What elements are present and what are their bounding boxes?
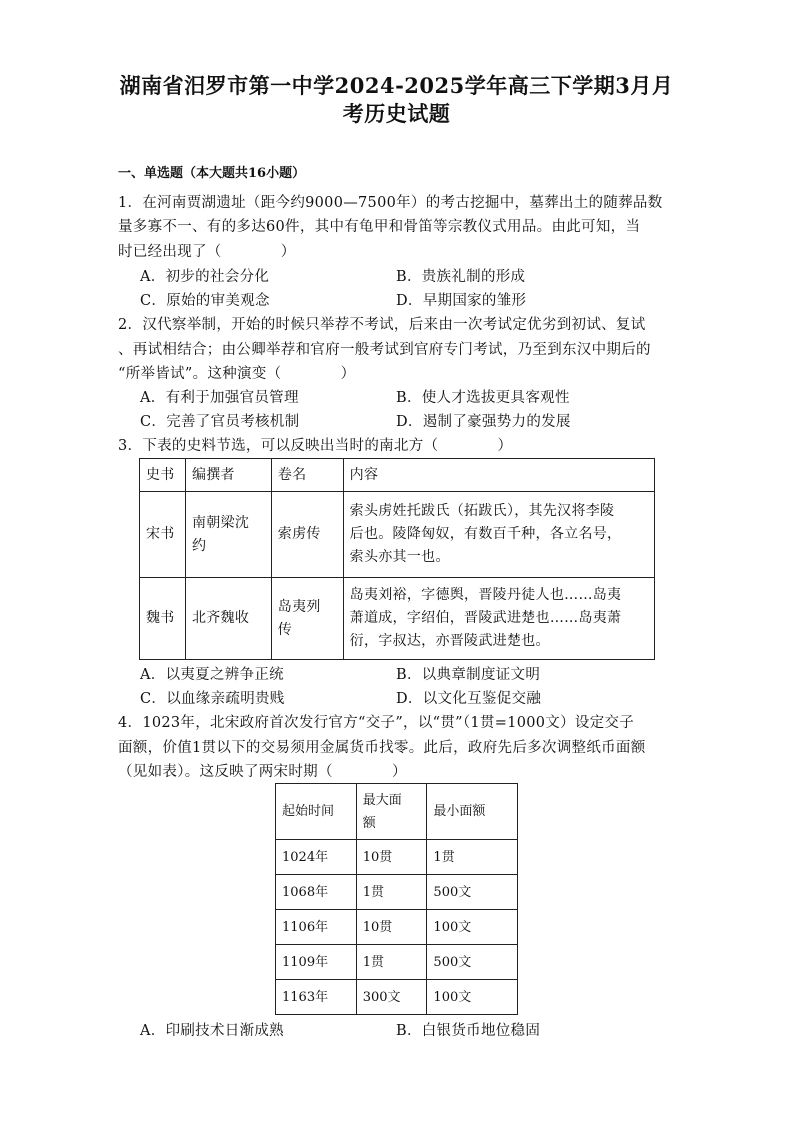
q3-source-table — [139, 458, 655, 660]
q4-header-start-time: 起始时间 — [276, 784, 357, 840]
cell-text-line: 最大面 — [362, 792, 402, 808]
cell-text-line: 传 — [277, 621, 293, 638]
q4-cell-max: 1贯 — [356, 875, 427, 910]
q4-cell-time: 1163年 — [276, 980, 357, 1015]
cell-text-line: 南朝梁沈 — [191, 514, 250, 531]
q3-header-volume: 卷名 — [271, 459, 343, 492]
q4-option-b: B．白银货币地位稳固 — [396, 1023, 541, 1039]
cell-text-line: 索头亦其一也。 — [349, 549, 450, 565]
q4-cell-time: 1068年 — [276, 875, 357, 910]
q4-cell-min: 500文 — [427, 945, 518, 980]
q4-cell-max: 10贯 — [356, 840, 427, 875]
q1-line-3: 时已经出现了（ ） — [118, 244, 296, 260]
q4-cell-min: 500文 — [427, 875, 518, 910]
title-line-2: 考历史试题 — [342, 101, 451, 126]
q4-option-a: A．印刷技术日渐成熟 — [140, 1023, 284, 1039]
q2-option-d: D．遏制了豪强势力的发展 — [396, 414, 571, 430]
q4-cell-time: 1106年 — [276, 910, 357, 945]
q3-option-d: D．以文化互鉴促交融 — [396, 691, 542, 707]
q2-option-c: C．完善了官员考核机制 — [140, 414, 300, 430]
section-heading: 一、单选题（本大题共16小题） — [118, 166, 306, 181]
cell-text-line: 岛夷刘裕，字德舆，晋陵丹徒人也……岛夷 — [349, 587, 622, 603]
q1-option-b: B．贵族礼制的形成 — [396, 269, 526, 285]
q3-cell-book: 宋书 — [140, 492, 186, 578]
q3-cell-volume — [271, 578, 343, 660]
q3-header-editor: 编撰者 — [185, 459, 271, 492]
q4-cell-max: 300文 — [356, 980, 427, 1015]
table-row — [140, 492, 655, 578]
table-row — [140, 578, 655, 660]
q3-option-c: C．以血缘亲疏明贵贱 — [140, 691, 285, 707]
q3-header-content: 内容 — [343, 459, 654, 492]
q1-line-2: 量多寡不一、有的多达60件，其中有龟甲和骨笛等宗教仪式用品。由此可知，当 — [118, 219, 641, 235]
q4-line-1: 4．1023年，北宋政府首次发行官方“交子”，以“贯”（1贯=1000文）设定交子 — [118, 715, 635, 731]
q4-line-2: 面额，价值1贯以下的交易须用金属货币找零。此后，政府先后多次调整纸币面额 — [118, 740, 646, 756]
q4-denomination-table — [275, 783, 518, 1015]
cell-text-line: 额 — [362, 815, 376, 831]
q1-option-c: C．原始的审美观念 — [140, 293, 270, 309]
q2-line-3: “所举皆试”。这种演变（ ） — [118, 366, 356, 382]
q2-option-a: A．有利于加强官员管理 — [140, 390, 299, 406]
q4-cell-time: 1024年 — [276, 840, 357, 875]
q3-cell-content — [343, 492, 654, 578]
q1-line-1: 1．在河南贾湖遗址（距今约9000—7500年）的考古挖掘中，墓葬出土的随葬品数 — [118, 195, 663, 211]
q4-line-3: （见如表）。这反映了两宋时期（ ） — [118, 764, 407, 780]
q1-option-a: A．初步的社会分化 — [140, 269, 270, 285]
q3-option-b: B．以典章制度证文明 — [396, 667, 541, 683]
table-row — [276, 875, 518, 910]
q3-cell-volume: 索虏传 — [271, 492, 343, 578]
q2-line-2: 、再试相结合；由公卿举荐和官府一般考试到官府专门考试，乃至到东汉中期后的 — [118, 342, 651, 358]
q3-cell-book: 魏书 — [140, 578, 186, 660]
q1-option-d: D．早期国家的雏形 — [396, 293, 527, 309]
q3-cell-editor: 北齐魏收 — [185, 578, 271, 660]
q3-table-header-row — [140, 459, 655, 492]
q4-cell-max: 10贯 — [356, 910, 427, 945]
table-row — [276, 980, 518, 1015]
cell-text-line: 后也。陵降匈奴，有数百千种，各立名号， — [349, 526, 622, 542]
q4-cell-min: 100文 — [427, 910, 518, 945]
cell-text-line: 约 — [191, 537, 207, 554]
q3-cell-editor — [185, 492, 271, 578]
table-row — [276, 910, 518, 945]
cell-text-line: 索头虏姓托跋氏（拓跋氏），其先汉将李陵 — [349, 503, 615, 519]
q3-line-1: 3．下表的史料节选，可以反映出当时的南北方（ ） — [118, 438, 513, 454]
q4-header-min: 最小面额 — [427, 784, 518, 840]
q4-cell-min: 1贯 — [427, 840, 518, 875]
q3-cell-content — [343, 578, 654, 660]
cell-text-line: 衍，字叔达，亦晋陵武进楚也。 — [349, 633, 550, 649]
q4-cell-min: 100文 — [427, 980, 518, 1015]
title-line-1: 湖南省汨罗市第一中学2024-2025学年高三下学期3月月 — [119, 73, 674, 98]
cell-text-line: 岛夷列 — [277, 598, 321, 615]
q2-option-b: B．使人才选拔更具客观性 — [396, 390, 570, 406]
q4-cell-max: 1贯 — [356, 945, 427, 980]
cell-text-line: 萧道成，字绍伯，晋陵武进楚也……岛夷萧 — [349, 610, 622, 626]
q3-header-book: 史书 — [140, 459, 186, 492]
table-row — [276, 840, 518, 875]
q2-line-1: 2．汉代察举制，开始的时候只举荐不考试，后来由一次考试定优劣到初试、复试 — [118, 317, 646, 333]
q4-table-header-row — [276, 784, 518, 840]
q4-header-max — [356, 784, 427, 840]
q3-option-a: A．以夷夏之辨争正统 — [140, 667, 284, 683]
q4-cell-time: 1109年 — [276, 945, 357, 980]
table-row — [276, 945, 518, 980]
